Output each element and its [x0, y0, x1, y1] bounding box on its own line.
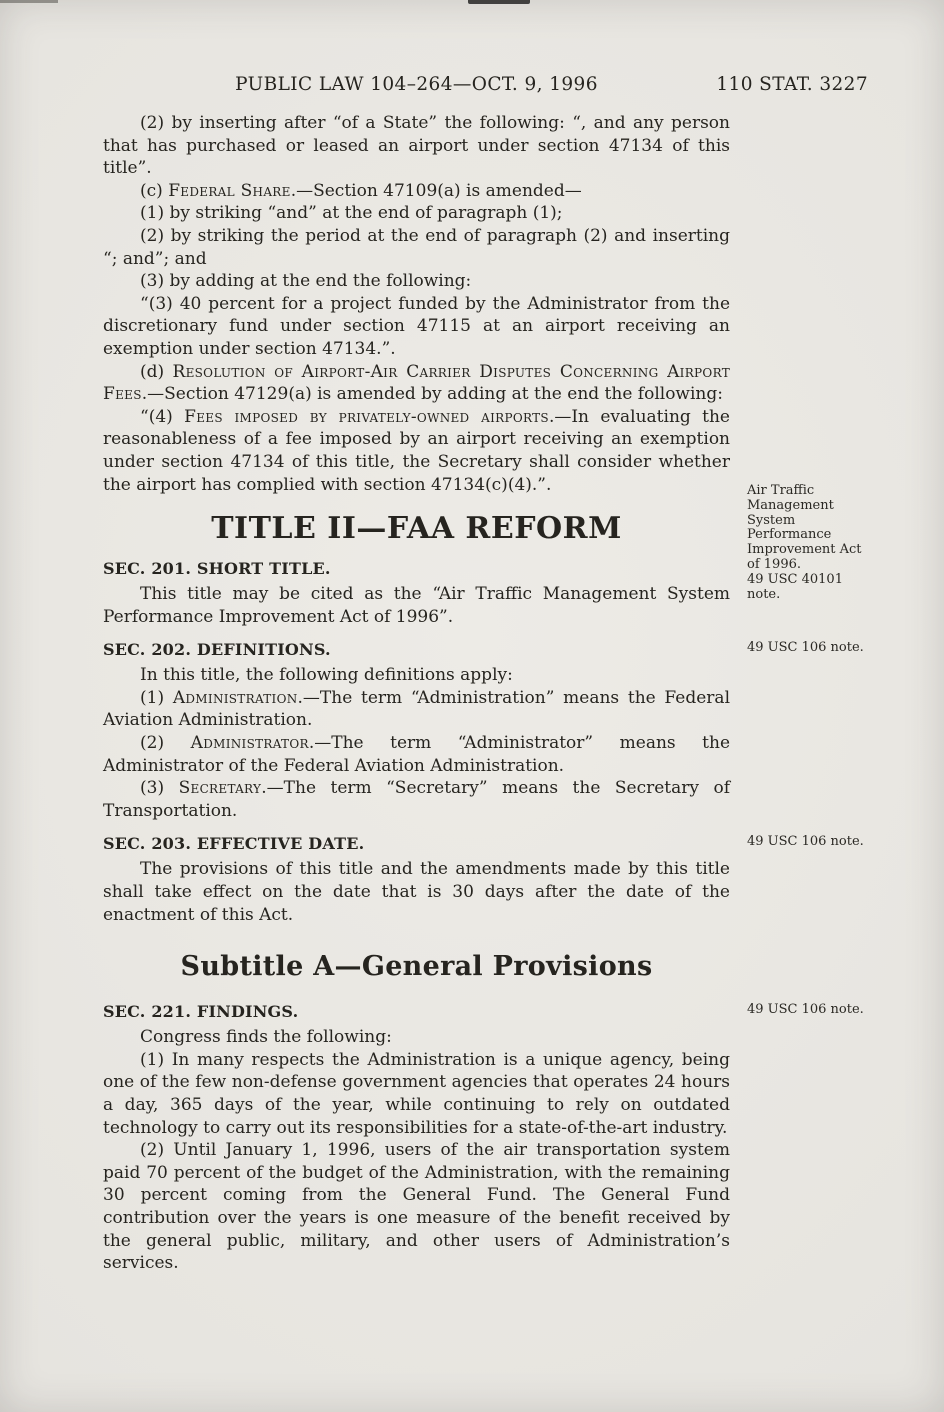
paragraph	[103, 293, 730, 361]
paragraph-text: .—The term “Administrator” means the Administrator of the Federal Aviation Administration.	[103, 733, 731, 776]
section-heading: SEC. 201. SHORT TITLE.	[103, 559, 331, 579]
small-caps-term: Administration	[172, 687, 298, 708]
paragraph	[103, 777, 730, 822]
paragraph-text: .—The term “Administration” means the Federal Aviation Administration.	[103, 687, 731, 731]
subtitle-heading: Subtitle A—General Provisions	[180, 951, 653, 983]
small-caps-term: Secretary	[178, 778, 262, 799]
margin-note-text: 49 USC 40101 note.	[747, 571, 843, 602]
paragraph	[103, 270, 730, 293]
section-heading: SEC. 203. EFFECTIVE DATE. 49 USC 106 note.	[103, 834, 730, 854]
margin-note-text: Air Traffic Management System Performance Improvement Act of 1996.	[747, 483, 862, 573]
page-header	[103, 74, 868, 100]
paragraph-text: (3) by adding at the end the following:	[140, 271, 472, 292]
paragraph-text: In this title, the following definitions apply:	[140, 665, 513, 686]
paragraph	[103, 112, 730, 180]
small-caps-term: Resolution of Airport-Air Carrier Disputes Concerning Airport Fees	[103, 361, 730, 405]
scan-mark-artifact	[468, 0, 530, 4]
title-heading: TITLE II—FAA REFORM Air Traffic Management System Performance Improvement Act of 1996. 49 USC 40101 note.	[103, 510, 730, 547]
margin-note	[747, 484, 873, 602]
paragraph-text: (1)	[140, 687, 173, 708]
paragraph	[103, 687, 730, 732]
paragraph	[103, 1026, 730, 1049]
small-caps-term: Administrator	[190, 733, 309, 754]
paragraph	[103, 202, 730, 225]
paragraph-text: (2)	[140, 733, 191, 754]
margin-note	[747, 641, 873, 656]
small-caps-term: Federal Share	[168, 180, 291, 201]
paragraph	[103, 664, 730, 687]
paragraph	[103, 180, 730, 203]
paragraph-text: (2) by inserting after “of a State” the following: “, and any person that has purchased or leased an airport under section 47134 of this title”.	[103, 113, 730, 179]
paragraph-text: The provisions of this title and the amendments made by this title shall take effect on the date that is 30 days after the date of the enactment of this Act.	[103, 859, 730, 925]
paragraph-text: This title may be cited as the “Air Traffic Management System Performance Improvement Act of 1996”.	[103, 584, 730, 627]
document-body	[103, 112, 864, 1275]
paragraph	[103, 225, 730, 270]
paragraph-text: (2) by striking the period at the end of paragraph (2) and inserting “; and”; and	[103, 225, 730, 269]
paragraph-text: (3)	[140, 778, 179, 799]
section-heading: SEC. 221. FINDINGS. 49 USC 106 note.	[103, 1002, 730, 1022]
statute-page-number: 110 STAT. 3227	[716, 74, 868, 95]
paragraph	[103, 361, 730, 406]
paragraph-text: (1) In many respects the Administration is a unique agency, being one of the few non-defense government agencies that operates 24 hours a day, 365 days of the year, while continuing to rely on outdated technology to carry out its responsibilities for a state-of-the-art industry.	[103, 1049, 730, 1138]
paragraph-text: Congress finds the following:	[140, 1027, 392, 1048]
paragraph-text: (2) Until January 1, 1996, users of the air transportation system paid 70 percent of the budget of the Administration, with the remaining 30 percent coming from the General Fund. The General Fund contribution over the years is one measure of the benefit received by the general public, military, and other users of Administration’s services.	[103, 1140, 730, 1274]
margin-note	[747, 835, 873, 850]
margin-note-text: 49 USC 106 note.	[747, 1002, 864, 1018]
scan-edge-artifact	[0, 0, 58, 3]
section-heading: SEC. 202. DEFINITIONS. 49 USC 106 note.	[103, 640, 730, 660]
paragraph	[103, 1139, 730, 1275]
small-caps-term: Fees imposed by privately-owned airports	[184, 406, 549, 427]
paragraph	[103, 732, 730, 777]
paragraph-text: “(4)	[140, 406, 185, 427]
paragraph	[103, 1049, 730, 1139]
paragraph-text: .—Section 47129(a) is amended by adding at the end the following:	[141, 384, 723, 405]
paragraph-text: “(3) 40 percent for a project funded by the Administrator from the discretionary fund under section 47115 at an airport receiving an exemption under section 47134.”.	[103, 293, 730, 359]
margin-note-text: 49 USC 106 note.	[747, 834, 864, 850]
paragraph	[103, 583, 730, 628]
paragraph-text: (d)	[140, 361, 173, 382]
paragraph	[103, 406, 730, 496]
margin-note	[747, 1003, 873, 1018]
paragraph	[103, 858, 730, 926]
paragraph-text: (c)	[140, 180, 169, 201]
margin-note-text: 49 USC 106 note.	[747, 640, 864, 656]
paragraph-text: .—Section 47109(a) is amended—	[290, 180, 582, 201]
paragraph-text: (1) by striking “and” at the end of paragraph (1);	[140, 203, 563, 224]
paragraph-text: .—In evaluating the reasonableness of a fee imposed by an airport receiving an exemption under section 47134 of this title, the Secretary shall consider whether the airport has complied with section 47134(c)(4).”.	[103, 406, 730, 495]
paragraph-text: .—The term “Secretary” means the Secretary of Transportation.	[103, 778, 730, 821]
law-citation: PUBLIC LAW 104–264—OCT. 9, 1996	[235, 74, 598, 95]
